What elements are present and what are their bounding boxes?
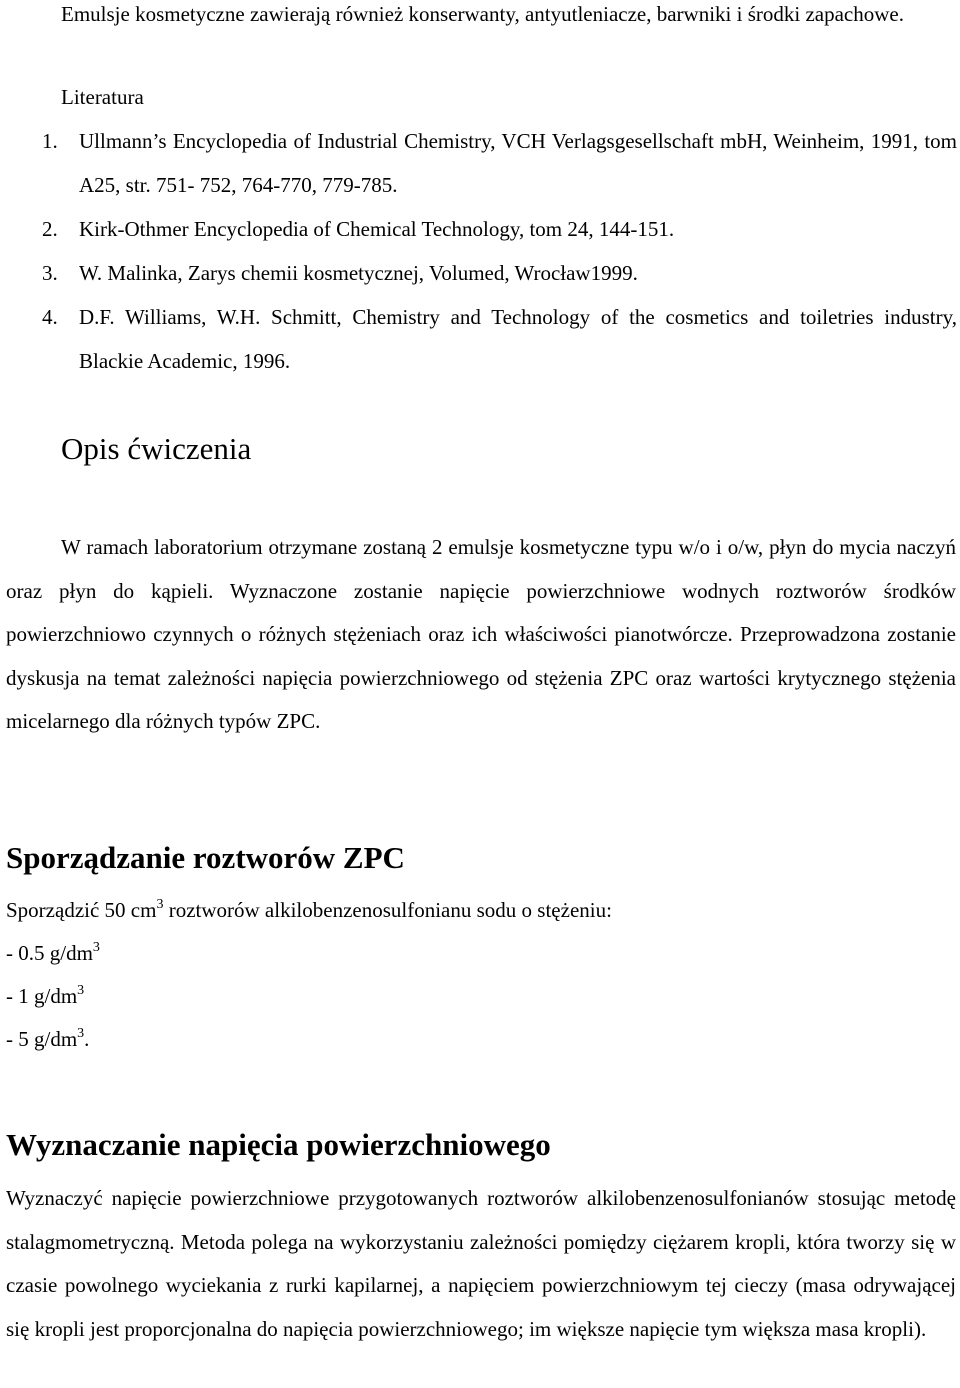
- reference-list: [42, 119, 957, 383]
- reference-item: [42, 207, 957, 251]
- concentration-text: - 5 g/dm: [6, 1027, 78, 1051]
- intro-paragraph: Emulsje kosmetyczne zawierają również konserwanty, antyutleniacze, barwniki i środki zapachowe.: [61, 2, 904, 26]
- reference-number: 3.: [42, 261, 58, 285]
- superscript: 3: [77, 1026, 85, 1041]
- superscript: 3: [77, 983, 85, 998]
- reference-item: [42, 119, 957, 207]
- superscript: 3: [92, 940, 100, 955]
- reference-number: 1.: [42, 129, 58, 153]
- concentration-text: - 1 g/dm: [6, 984, 78, 1008]
- reference-item: [42, 251, 957, 295]
- reference-number: 4.: [42, 305, 58, 329]
- wyznaczanie-paragraph: Wyznaczyć napięcie powierzchniowe przygotowanych roztworów alkilobenzenosulfonianów stosując metodę stalagmometryczną. Metoda polega na wykorzystaniu zależności pomiędzy ciężarem kropli, która tworzy się w czasie powolnego wyciekania z rurki kapilarnej, a napięciem powierzchniowym tej cieczy (masa odrywającej się kropli jest proporcjonalna do napięcia powierzchniowego; im większe napięcie tym większa masa kropli).: [6, 1186, 956, 1342]
- concentration-text: - 0.5 g/dm: [6, 941, 93, 965]
- reference-number: 2.: [42, 217, 58, 241]
- opis-paragraph: W ramach laboratorium otrzymane zostaną 2 emulsje kosmetyczne typu w/o i o/w, płyn do mycia naczyń oraz płyn do kąpieli. Wyznaczone zostanie napięcie powierzchniowe wodnych roztworów środków powierzchniowo czynnych o różnych stężeniach oraz ich właściwości pianotwórcze. Przeprowadzona zostanie dyskusja na temat zależności napięcia powierzchniowego od stężenia ZPC oraz wartości krytycznego stężenia micelarnego dla różnych typów ZPC.: [6, 535, 956, 733]
- reference-text: Ullmann’s Encyclopedia of Industrial Chemistry, VCH Verlagsgesellschaft mbH, Weinheim, 1991, tom A25, str. 751- 752, 764-770, 779-785.: [79, 129, 957, 197]
- section-heading-opis: Opis ćwiczenia: [61, 431, 252, 466]
- literature-title: Literatura: [61, 85, 144, 109]
- intro-text: Sporządzić 50 cm: [6, 898, 157, 922]
- reference-text: D.F. Williams, W.H. Schmitt, Chemistry and Technology of the cosmetics and toiletries industry, Blackie Academic, 1996.: [79, 305, 957, 373]
- reference-text: W. Malinka, Zarys chemii kosmetycznej, Volumed, Wrocław1999.: [79, 261, 638, 285]
- section-heading-wyznaczanie: Wyznaczanie napięcia powierzchniowego: [6, 1127, 551, 1162]
- section-heading-sporzadzanie: Sporządzanie roztworów ZPC: [6, 840, 405, 875]
- concentration-item: [6, 938, 100, 968]
- reference-text: Kirk-Othmer Encyclopedia of Chemical Technology, tom 24, 144-151.: [79, 217, 675, 241]
- intro-text-continued: roztworów alkilobenzenosulfonianu sodu o stężeniu:: [163, 898, 612, 922]
- sporzadzanie-intro: [6, 895, 612, 925]
- reference-item: [42, 295, 957, 383]
- concentration-item: [6, 981, 84, 1011]
- superscript: 3: [156, 897, 164, 912]
- concentration-suffix: .: [84, 1027, 90, 1051]
- concentration-item: [6, 1024, 89, 1054]
